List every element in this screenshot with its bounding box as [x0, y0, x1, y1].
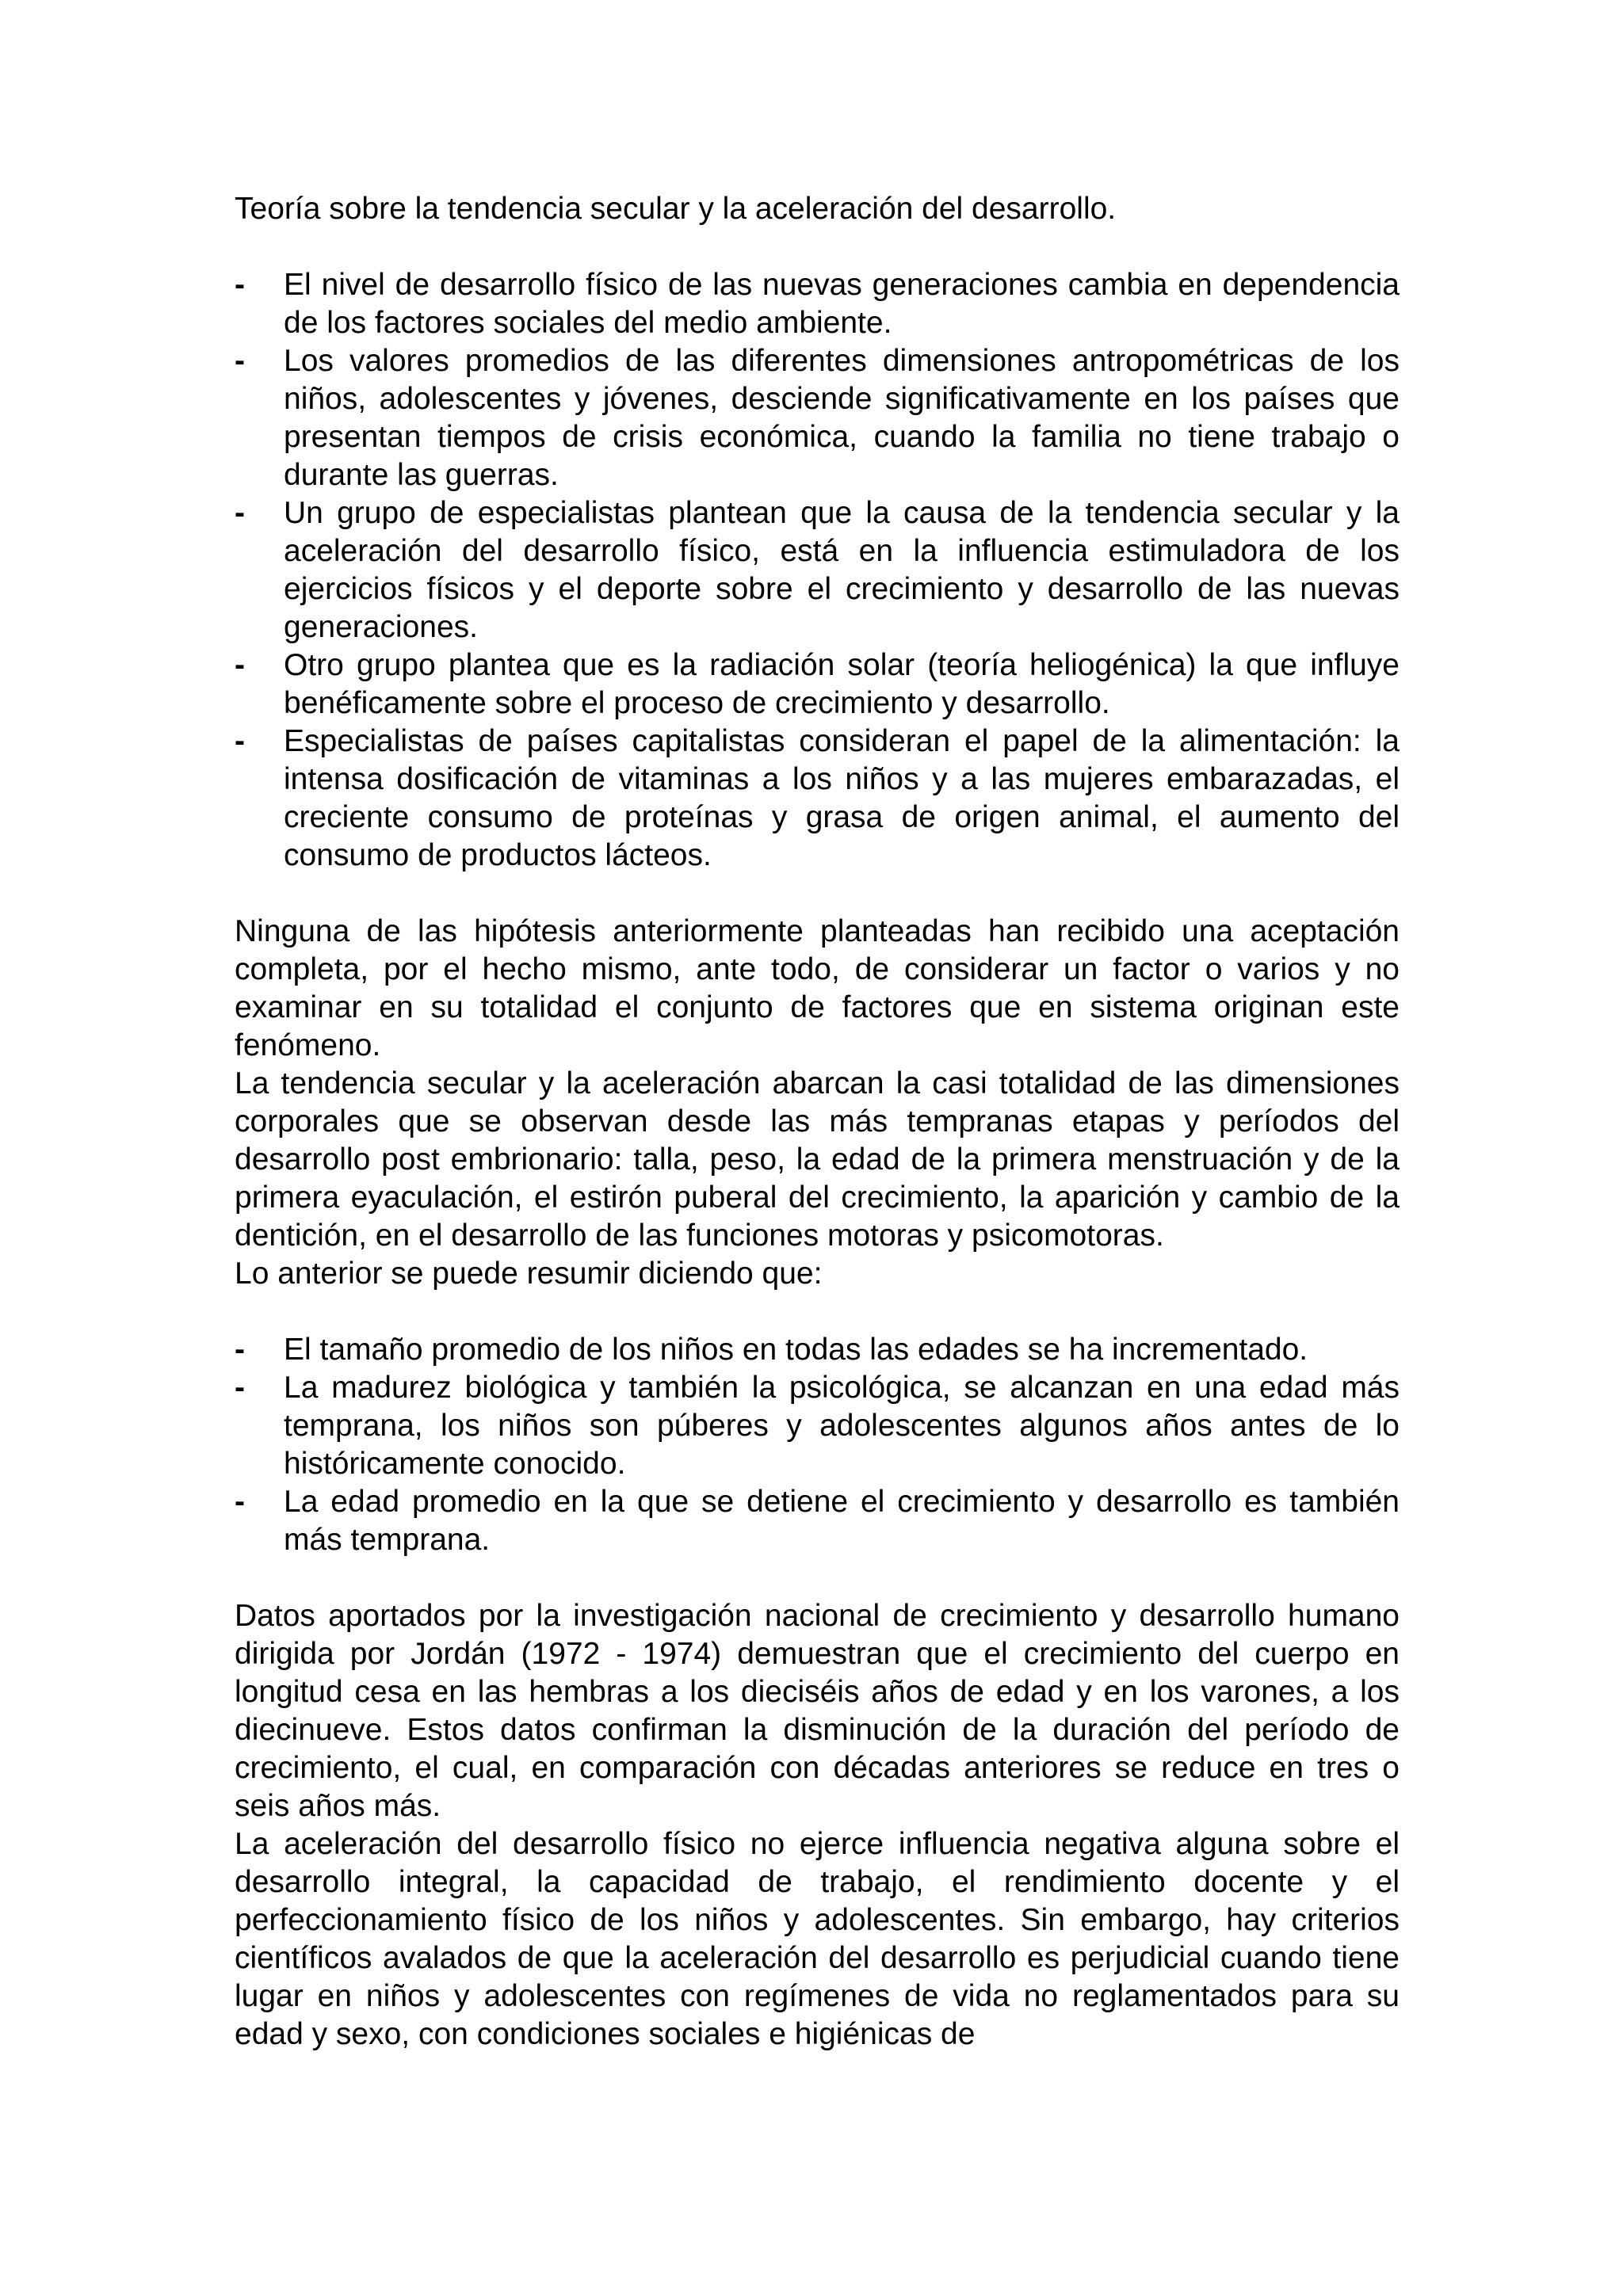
list-item-text: El nivel de desarrollo físico de las nuevas generaciones cambia en dependencia de los factores sociales del medio ambiente. — [284, 268, 1400, 340]
list-item-text: Los valores promedios de las diferentes dimensiones antropométricas de los niños, adolescentes y jóvenes, desciende significativamente en los países que presentan tiempos de crisis económica, cuando la familia no tiene trabajo o durante las guerras. — [284, 344, 1400, 492]
bullet-dash: - — [235, 1333, 245, 1367]
paragraph: La tendencia secular y la aceleración abarcan la casi totalidad de las dimensiones corporales que se observan desde las más tempranas etapas y períodos del desarrollo post embrionario: talla, peso, la edad de la primera menstruación y de la primera eyaculación, el estirón puberal del crecimiento, la aparición y cambio de la dentición, en el desarrollo de las funciones motoras y psicomotoras. — [235, 1066, 1400, 1253]
list-item — [235, 266, 1400, 342]
list-item — [235, 646, 1400, 723]
bullet-dash: - — [235, 648, 245, 682]
theories-list — [235, 266, 1400, 875]
list-item — [235, 723, 1400, 875]
paragraph: La aceleración del desarrollo físico no ejerce influencia negativa alguna sobre el desarrollo integral, la capacidad de trabajo, el rendimiento docente y el perfeccionamiento físico de los niños y adolescentes. Sin embargo, hay criterios científicos avalados de que la aceleración del desarrollo es perjudicial cuando tiene lugar en niños y adolescentes con regímenes de vida no reglamentados para su edad y sexo, con condiciones sociales e higiénicas de — [235, 1827, 1400, 2051]
paragraph: Ninguna de las hipótesis anteriormente planteadas han recibido una aceptación completa, por el hecho mismo, ante todo, de considerar un factor o varios y no examinar en su totalidad el conjunto de factores que en sistema originan este fenómeno. — [235, 914, 1400, 1062]
spacer — [235, 1559, 1400, 1597]
document-page — [235, 190, 1400, 2054]
spacer — [235, 228, 1400, 266]
paragraph: Lo anterior se puede resumir diciendo que: — [235, 1257, 823, 1291]
bullet-dash: - — [235, 268, 245, 302]
list-item — [235, 1331, 1400, 1369]
summary-list — [235, 1331, 1400, 1559]
spacer — [235, 1293, 1400, 1331]
spacer — [235, 875, 1400, 913]
bullet-dash: - — [235, 724, 245, 758]
list-item — [235, 1483, 1400, 1559]
paragraph: Datos aportados por la investigación nacional de crecimiento y desarrollo humano dirigida por Jordán (1972 - 1974) demuestran que el crecimiento del cuerpo en longitud cesa en las hembras a los dieciséis años de edad y en los varones, a los diecinueve. Estos datos confirman la disminución de la duración del período de crecimiento, el cual, en comparación con décadas anteriores se reduce en tres o seis años más. — [235, 1599, 1400, 1823]
list-item-text: Otro grupo plantea que es la radiación solar (teoría heliogénica) la que influye benéficamente sobre el proceso de crecimiento y desarrollo. — [284, 648, 1400, 720]
section-title: Teoría sobre la tendencia secular y la aceleración del desarrollo. — [235, 192, 1117, 226]
bullet-dash: - — [235, 1371, 245, 1405]
bullet-dash: - — [235, 1485, 245, 1519]
list-item-text: El tamaño promedio de los niños en todas las edades se ha incrementado. — [284, 1333, 1308, 1367]
list-item — [235, 342, 1400, 494]
list-item-text: La edad promedio en la que se detiene el crecimiento y desarrollo es también más temprana. — [284, 1485, 1400, 1557]
list-item-text: Un grupo de especialistas plantean que la causa de la tendencia secular y la aceleración del desarrollo físico, está en la influencia estimuladora de los ejercicios físicos y el deporte sobre el crecimiento y desarrollo de las nuevas generaciones. — [284, 496, 1400, 644]
bullet-dash: - — [235, 344, 245, 378]
bullet-dash: - — [235, 496, 245, 530]
list-item-text: La madurez biológica y también la psicológica, se alcanzan en una edad más temprana, los niños son púberes y adolescentes algunos años antes de lo históricamente conocido. — [284, 1371, 1400, 1481]
list-item-text: Especialistas de países capitalistas consideran el papel de la alimentación: la intensa dosificación de vitaminas a los niños y a las mujeres embarazadas, el creciente consumo de proteínas y grasa de origen animal, el aumento del consumo de productos lácteos. — [284, 724, 1400, 872]
list-item — [235, 1369, 1400, 1483]
list-item — [235, 494, 1400, 646]
